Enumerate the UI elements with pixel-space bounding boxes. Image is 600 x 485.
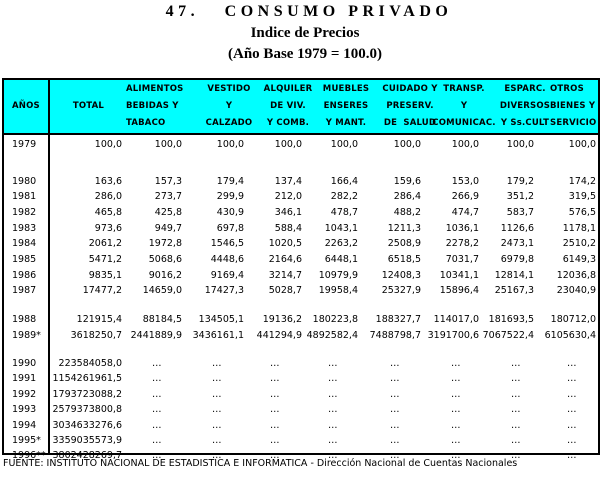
value-cell-alimentos: 425,8 — [154, 207, 182, 218]
column-header-line: TABACO — [126, 118, 166, 128]
column-header-muebles — [316, 81, 376, 132]
value-cell-cuidado: 12408,3 — [381, 270, 421, 281]
value-cell-total: 100,0 — [94, 139, 122, 150]
year-cell: 1985 — [12, 254, 37, 265]
value-cell-total: 465,8 — [94, 207, 122, 218]
table-row — [4, 356, 598, 371]
column-header-alimentos — [126, 81, 196, 132]
not-available-cell: … — [567, 358, 578, 369]
value-cell-cuidado: 488,2 — [393, 207, 421, 218]
not-available-cell: … — [511, 450, 522, 461]
not-available-cell: … — [567, 404, 578, 415]
not-available-cell: … — [511, 389, 522, 400]
value-cell-esparc: 351,2 — [506, 191, 534, 202]
source-note: FUENTE: INSTITUTO NACIONAL DE ESTADISTICA E INFORMATICA - Dirección Nacional de Cuentas Nacionales — [3, 458, 518, 469]
column-header-line: Y Ss.CULT — [500, 118, 550, 128]
not-available-cell: … — [152, 358, 163, 369]
value-cell-alquiler: 212,0 — [274, 191, 302, 202]
value-cell-vestido: 1546,5 — [210, 238, 244, 249]
value-cell-total: 2579373800,8 — [52, 404, 122, 415]
value-cell-cuidado: 7488798,7 — [369, 330, 421, 341]
year-cell: 1986 — [12, 270, 37, 281]
year-cell: 1990 — [12, 358, 37, 369]
not-available-cell: … — [567, 420, 578, 431]
not-available-cell: … — [511, 358, 522, 369]
not-available-cell: … — [451, 389, 462, 400]
not-available-cell: … — [567, 389, 578, 400]
value-cell-otros: 6105630,4 — [544, 330, 596, 341]
year-cell: 1995* — [12, 435, 41, 446]
value-cell-vestido: 9169,4 — [210, 270, 244, 281]
value-cell-transp: 100,0 — [451, 139, 479, 150]
not-available-cell: … — [152, 435, 163, 446]
column-header-line: ALQUILER — [263, 84, 313, 94]
column-header-line — [54, 81, 104, 98]
column-header-line — [54, 115, 104, 132]
not-available-cell: … — [212, 420, 223, 431]
value-cell-alimentos: 949,7 — [154, 223, 182, 234]
value-cell-cuidado: 100,0 — [393, 139, 421, 150]
not-available-cell: … — [511, 373, 522, 384]
not-available-cell: … — [390, 435, 401, 446]
value-cell-muebles: 2263,2 — [324, 238, 358, 249]
value-cell-alimentos: 273,7 — [154, 191, 182, 202]
value-cell-transp: 10341,1 — [439, 270, 479, 281]
not-available-cell: … — [390, 389, 401, 400]
value-cell-alquiler: 588,4 — [274, 223, 302, 234]
value-cell-total: 1793723088,2 — [52, 389, 122, 400]
value-cell-alimentos: 9016,2 — [148, 270, 182, 281]
value-cell-otros: 23040,9 — [556, 285, 596, 296]
value-cell-total: 3618250,7 — [70, 330, 122, 341]
not-available-cell: … — [152, 373, 163, 384]
column-header-line: ENSERES — [323, 101, 369, 111]
year-cell: 1984 — [12, 238, 37, 249]
value-cell-muebles: 6448,1 — [324, 254, 358, 265]
value-cell-total: 2061,2 — [88, 238, 122, 249]
value-cell-esparc: 25167,3 — [494, 285, 534, 296]
column-header-line: TRANSP. — [443, 84, 485, 94]
column-header-line: Y MANT. — [325, 118, 367, 128]
column-header-line: Y COMB. — [266, 118, 310, 128]
value-cell-vestido: 697,8 — [216, 223, 244, 234]
value-cell-muebles: 282,2 — [330, 191, 358, 202]
not-available-cell: … — [567, 450, 578, 461]
value-cell-total: 121915,4 — [76, 314, 122, 325]
column-header-line: DIVERSOS — [499, 101, 551, 111]
column-header-line: PRESERV. — [386, 101, 434, 111]
value-cell-total: 223584058,0 — [58, 358, 122, 369]
column-header-line: COMUNICAC. — [432, 118, 496, 128]
year-cell: 1987 — [12, 285, 37, 296]
value-cell-cuidado: 6518,5 — [387, 254, 421, 265]
value-cell-esparc: 179,2 — [506, 176, 534, 187]
value-cell-alquiler: 100,0 — [274, 139, 302, 150]
value-cell-alquiler: 19136,2 — [262, 314, 302, 325]
column-header-transp — [432, 81, 496, 132]
value-cell-otros: 180712,0 — [550, 314, 596, 325]
table-row — [4, 402, 598, 417]
table-title — [0, 3, 600, 21]
column-header-line: BIENES Y — [550, 101, 596, 111]
column-header-esparc — [494, 81, 556, 132]
column-header-line — [12, 81, 52, 98]
not-available-cell: … — [451, 450, 462, 461]
value-cell-alimentos: 14659,0 — [142, 285, 182, 296]
table-row — [4, 283, 598, 298]
table-row — [4, 418, 598, 433]
table-subtitle: Indice de Precios — [250, 25, 360, 41]
value-cell-transp: 153,0 — [451, 176, 479, 187]
value-cell-transp: 1036,1 — [445, 223, 479, 234]
table-base-year: (Año Base 1979 = 100.0) — [228, 46, 382, 62]
value-cell-vestido: 17427,3 — [204, 285, 244, 296]
not-available-cell: … — [390, 373, 401, 384]
value-cell-vestido: 430,9 — [216, 207, 244, 218]
value-cell-alquiler: 1020,5 — [268, 238, 302, 249]
value-cell-esparc: 181693,5 — [488, 314, 534, 325]
value-cell-alimentos: 88184,5 — [142, 314, 182, 325]
not-available-cell: … — [567, 373, 578, 384]
value-cell-transp: 474,7 — [451, 207, 479, 218]
year-cell: 1994 — [12, 420, 37, 431]
column-header-otros — [550, 81, 600, 132]
value-cell-vestido: 134505,1 — [198, 314, 244, 325]
value-cell-cuidado: 25327,9 — [381, 285, 421, 296]
not-available-cell: … — [270, 435, 281, 446]
not-available-cell: … — [328, 373, 339, 384]
value-cell-cuidado: 1211,3 — [387, 223, 421, 234]
not-available-cell: … — [212, 373, 223, 384]
table-row — [4, 312, 598, 327]
column-header-line: Y — [225, 101, 233, 111]
value-cell-total: 9835,1 — [88, 270, 122, 281]
not-available-cell: … — [152, 450, 163, 461]
value-cell-muebles: 4892582,4 — [306, 330, 358, 341]
value-cell-esparc: 12814,1 — [494, 270, 534, 281]
not-available-cell: … — [212, 435, 223, 446]
year-cell: 1989* — [12, 330, 41, 341]
column-header-line: ESPARC. — [504, 84, 546, 94]
table-row — [4, 205, 598, 220]
table-row — [4, 221, 598, 236]
column-header-line: DE VIV. — [270, 101, 306, 111]
column-header-line: Y — [460, 101, 468, 111]
value-cell-esparc: 583,7 — [506, 207, 534, 218]
value-cell-cuidado: 286,4 — [393, 191, 421, 202]
value-cell-alimentos: 5068,6 — [148, 254, 182, 265]
not-available-cell: … — [152, 389, 163, 400]
value-cell-total: 286,0 — [94, 191, 122, 202]
value-cell-otros: 6149,3 — [562, 254, 596, 265]
not-available-cell: … — [328, 450, 339, 461]
value-cell-alquiler: 5028,7 — [268, 285, 302, 296]
value-cell-total: 1154261961,5 — [52, 373, 122, 384]
table-row — [4, 236, 598, 251]
year-cell: 1981 — [12, 191, 37, 202]
year-cell: 1980 — [12, 176, 37, 187]
column-header-line: AÑOS — [12, 101, 40, 111]
column-header-line: BEBIDAS Y — [126, 101, 179, 111]
not-available-cell: … — [270, 358, 281, 369]
value-cell-otros: 12036,8 — [556, 270, 596, 281]
not-available-cell: … — [212, 450, 223, 461]
column-header-line: TOTAL — [72, 101, 104, 111]
column-header-vestido — [194, 81, 264, 132]
value-cell-esparc: 100,0 — [506, 139, 534, 150]
column-header-line: MUEBLES — [322, 84, 370, 94]
not-available-cell: … — [328, 358, 339, 369]
not-available-cell: … — [270, 420, 281, 431]
table-row — [4, 189, 598, 204]
not-available-cell: … — [390, 420, 401, 431]
value-cell-vestido: 4448,6 — [210, 254, 244, 265]
value-cell-esparc: 1126,6 — [500, 223, 534, 234]
not-available-cell: … — [511, 404, 522, 415]
value-cell-transp: 15896,4 — [439, 285, 479, 296]
value-cell-otros: 319,5 — [568, 191, 596, 202]
not-available-cell: … — [511, 420, 522, 431]
value-cell-otros: 100,0 — [568, 139, 596, 150]
value-cell-alquiler: 2164,6 — [268, 254, 302, 265]
table-header — [4, 80, 598, 135]
not-available-cell: … — [212, 404, 223, 415]
value-cell-vestido: 100,0 — [216, 139, 244, 150]
not-available-cell: … — [152, 404, 163, 415]
value-cell-cuidado: 188327,7 — [375, 314, 421, 325]
not-available-cell: … — [270, 450, 281, 461]
year-cell: 1996** — [12, 450, 46, 461]
value-cell-muebles: 1043,1 — [324, 223, 358, 234]
not-available-cell: … — [390, 404, 401, 415]
value-cell-transp: 114017,0 — [433, 314, 479, 325]
value-cell-alimentos: 157,3 — [154, 176, 182, 187]
not-available-cell: … — [212, 358, 223, 369]
value-cell-transp: 266,9 — [451, 191, 479, 202]
value-cell-alimentos: 1972,8 — [148, 238, 182, 249]
not-available-cell: … — [451, 435, 462, 446]
not-available-cell: … — [390, 450, 401, 461]
value-cell-total: 163,6 — [94, 176, 122, 187]
column-header-line: VESTIDO — [207, 84, 251, 94]
value-cell-esparc: 6979,8 — [500, 254, 534, 265]
value-cell-transp: 2278,2 — [445, 238, 479, 249]
table-number: 47. — [165, 3, 200, 20]
value-cell-muebles: 19958,4 — [318, 285, 358, 296]
year-cell: 1979 — [12, 139, 37, 150]
value-cell-otros: 576,5 — [568, 207, 596, 218]
value-cell-alquiler: 441294,9 — [256, 330, 302, 341]
value-cell-otros: 2510,2 — [562, 238, 596, 249]
not-available-cell: … — [270, 389, 281, 400]
table-main-title: CONSUMO PRIVADO — [224, 3, 453, 20]
not-available-cell: … — [328, 435, 339, 446]
not-available-cell: … — [270, 404, 281, 415]
value-cell-vestido: 3436161,1 — [192, 330, 244, 341]
not-available-cell: … — [511, 435, 522, 446]
value-cell-cuidado: 2508,9 — [387, 238, 421, 249]
value-cell-alimentos: 2441889,9 — [130, 330, 182, 341]
not-available-cell: … — [567, 435, 578, 446]
year-cell: 1991 — [12, 373, 37, 384]
not-available-cell: … — [451, 358, 462, 369]
table-row — [4, 328, 598, 343]
value-cell-transp: 3191700,6 — [427, 330, 479, 341]
column-header-line: DE SALUD — [383, 118, 437, 128]
value-cell-total: 973,6 — [94, 223, 122, 234]
price-index-table — [2, 78, 600, 461]
value-cell-total: 5471,2 — [88, 254, 122, 265]
not-available-cell: … — [328, 404, 339, 415]
column-header-line: CUIDADO Y — [382, 84, 438, 94]
value-cell-total: 3359035573,9 — [52, 435, 122, 446]
value-cell-alquiler: 137,4 — [274, 176, 302, 187]
value-cell-cuidado: 159,6 — [393, 176, 421, 187]
table-row — [4, 371, 598, 386]
value-cell-alquiler: 3214,7 — [268, 270, 302, 281]
value-cell-otros: 1178,1 — [562, 223, 596, 234]
not-available-cell: … — [270, 373, 281, 384]
value-cell-muebles: 180223,8 — [312, 314, 358, 325]
not-available-cell: … — [451, 404, 462, 415]
not-available-cell: … — [212, 389, 223, 400]
table-row — [4, 433, 598, 448]
column-header-line — [12, 115, 52, 132]
value-cell-alimentos: 100,0 — [154, 139, 182, 150]
value-cell-muebles: 166,4 — [330, 176, 358, 187]
year-cell: 1993 — [12, 404, 37, 415]
value-cell-esparc: 7067522,4 — [482, 330, 534, 341]
value-cell-muebles: 478,7 — [330, 207, 358, 218]
value-cell-total: 3034633276,6 — [52, 420, 122, 431]
table-row — [4, 174, 598, 189]
not-available-cell: … — [152, 420, 163, 431]
value-cell-total: 3802428269,7 — [52, 450, 122, 461]
column-header-total — [54, 81, 104, 132]
not-available-cell: … — [328, 389, 339, 400]
year-cell: 1988 — [12, 314, 37, 325]
value-cell-alquiler: 346,1 — [274, 207, 302, 218]
not-available-cell: … — [390, 358, 401, 369]
table-row — [4, 268, 598, 283]
table-row — [4, 252, 598, 267]
not-available-cell: … — [328, 420, 339, 431]
table-row — [4, 387, 598, 402]
column-header-line: SERVICIO — [550, 118, 597, 128]
not-available-cell: … — [451, 373, 462, 384]
column-header-anos — [12, 81, 52, 132]
value-cell-vestido: 299,9 — [216, 191, 244, 202]
value-cell-muebles: 100,0 — [330, 139, 358, 150]
table-row — [4, 137, 598, 152]
value-cell-vestido: 179,4 — [216, 176, 244, 187]
column-header-line: CALZADO — [205, 118, 253, 128]
column-header-line: ALIMENTOS — [126, 84, 184, 94]
year-cell: 1982 — [12, 207, 37, 218]
value-cell-esparc: 2473,1 — [500, 238, 534, 249]
year-cell: 1983 — [12, 223, 37, 234]
value-cell-transp: 7031,7 — [445, 254, 479, 265]
value-cell-muebles: 10979,9 — [318, 270, 358, 281]
not-available-cell: … — [451, 420, 462, 431]
column-header-line: OTROS — [550, 84, 584, 94]
value-cell-otros: 174,2 — [568, 176, 596, 187]
column-header-alquiler — [258, 81, 318, 132]
year-cell: 1992 — [12, 389, 37, 400]
value-cell-total: 17477,2 — [82, 285, 122, 296]
